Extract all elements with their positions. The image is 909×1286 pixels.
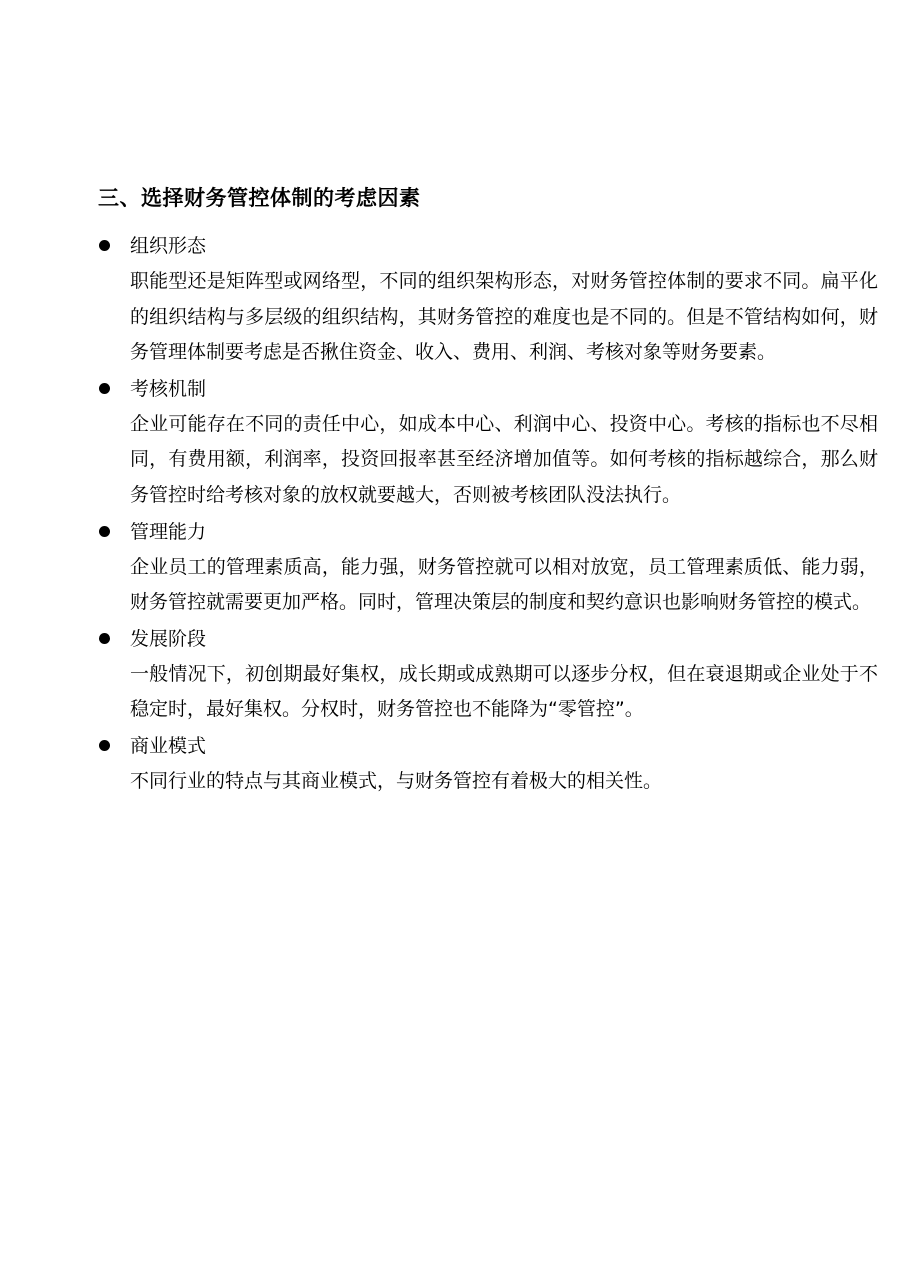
item-label: 组织形态 [130, 235, 207, 257]
factor-list [98, 228, 888, 800]
item-description: 企业可能存在不同的责任中心，如成本中心、利润中心、投资中心。考核的指标也不尽相同，有费用额，利润率，投资回报率甚至经济增加值等。如何考核的指标越综合，那么财务管控时给考核对象的放权就要越大，否则被考核团队没法执行。 [130, 412, 878, 506]
bullet-icon [99, 633, 110, 644]
list-item-header [98, 228, 888, 264]
section-title: 三、选择财务管控体制的考虑因素 [98, 186, 421, 210]
list-item-organization-form [98, 228, 888, 371]
item-description: 职能型还是矩阵型或网络型，不同的组织架构形态，对财务管控体制的要求不同。扁平化的组织结构与多层级的组织结构，其财务管控的难度也是不同的。但是不管结构如何，财务管理体制要考虑是否揪住资金、收入、费用、利润、考核对象等财务要素。 [130, 270, 878, 364]
list-item-header [98, 621, 888, 657]
item-label: 管理能力 [130, 520, 207, 543]
list-item-header [98, 728, 888, 764]
item-description: 企业员工的管理素质高，能力强，财务管控就可以相对放宽，员工管理素质低、能力弱，财务管控就需要更加严格。同时，管理决策层的制度和契约意识也影响财务管控的模式。 [130, 555, 878, 614]
bullet-icon [99, 383, 110, 394]
item-label: 考核机制 [130, 377, 207, 400]
list-item-business-model [98, 728, 888, 800]
list-item-development-stage [98, 621, 888, 728]
list-item-header [98, 514, 888, 550]
bullet-icon [99, 740, 110, 751]
item-description: 不同行业的特点与其商业模式，与财务管控有着极大的相关性。 [130, 769, 663, 792]
list-item-header [98, 371, 888, 407]
bullet-icon [99, 526, 110, 537]
item-label: 发展阶段 [130, 627, 207, 650]
list-item-assessment-mechanism [98, 371, 888, 514]
list-item-management-capability [98, 514, 888, 621]
bullet-icon [99, 240, 110, 251]
item-description: 一般情况下，初创期最好集权，成长期或成熟期可以逐步分权，但在衰退期或企业处于不稳定时，最好集权。分权时，财务管控也不能降为“零管控”。 [130, 662, 878, 721]
item-label: 商业模式 [130, 734, 207, 757]
